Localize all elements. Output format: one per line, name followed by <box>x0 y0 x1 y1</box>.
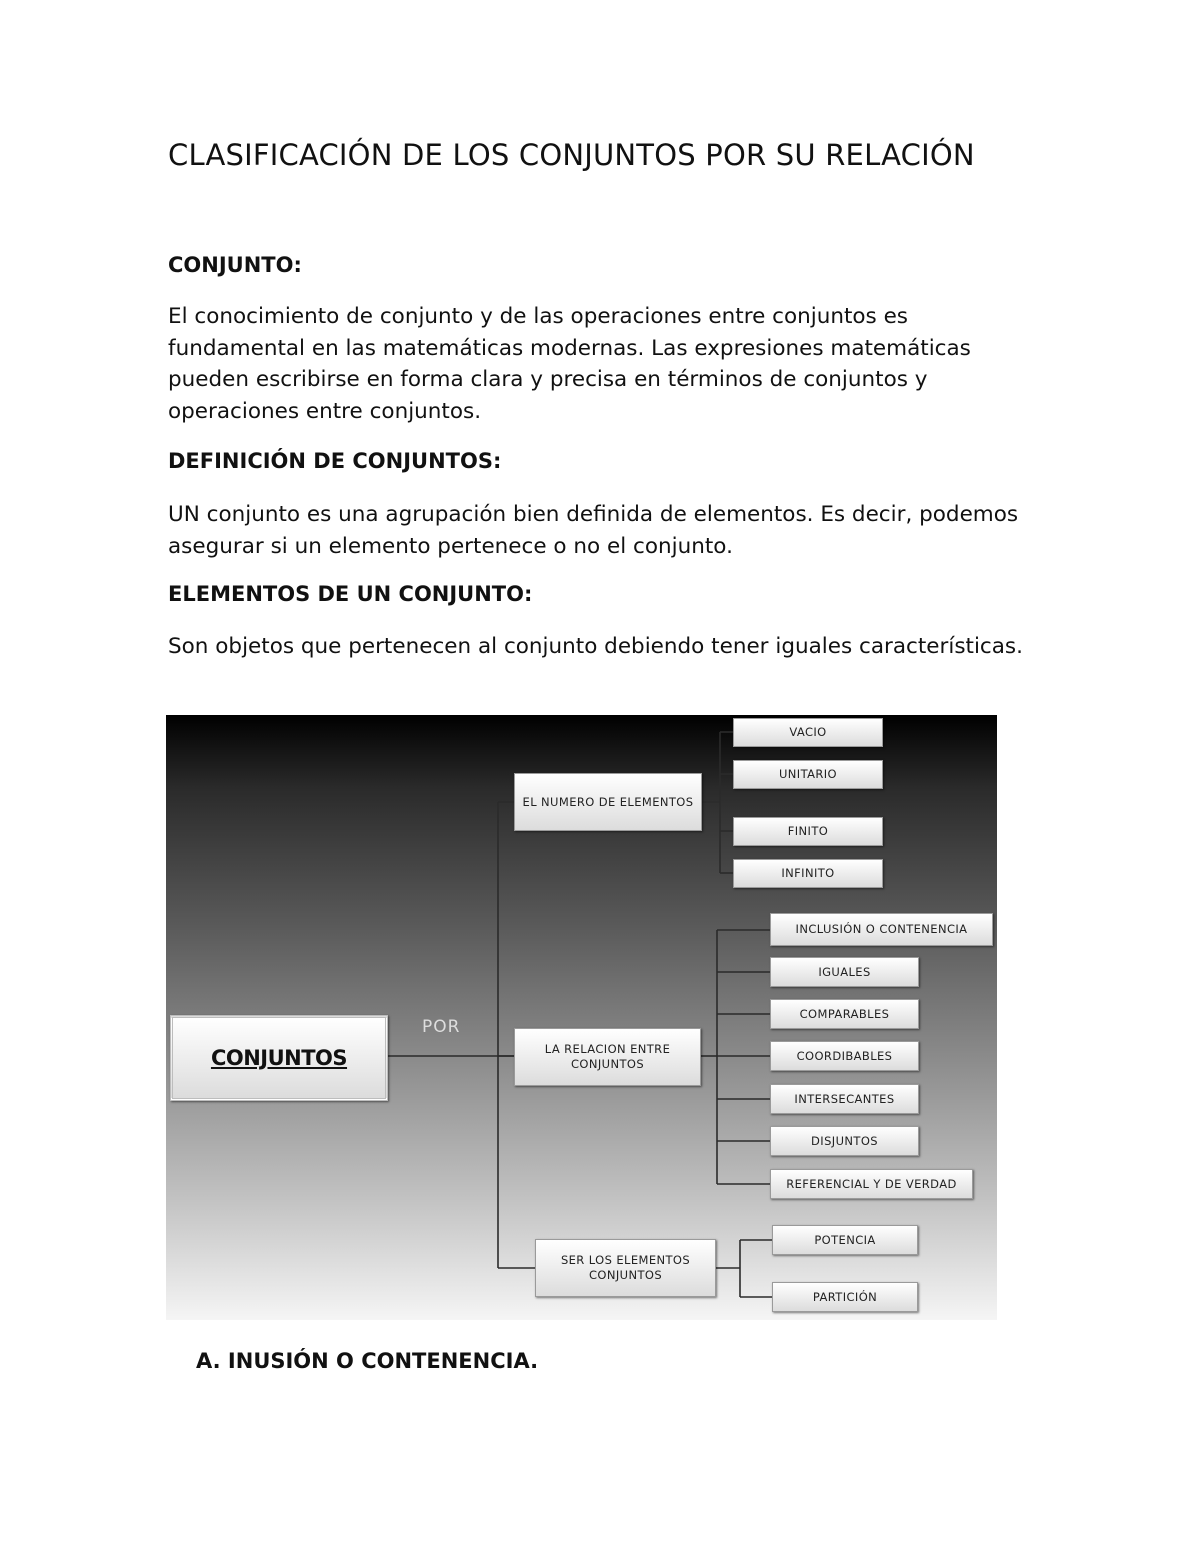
leaf-inclusion: INCLUSIÓN O CONTENENCIA <box>770 913 993 946</box>
leaf-referencial: REFERENCIAL Y DE VERDAD <box>770 1169 973 1199</box>
heading-elementos: ELEMENTOS DE UN CONJUNTO: <box>168 582 533 606</box>
leaf-particion: PARTICIÓN <box>772 1282 918 1312</box>
leaf-intersecantes: INTERSECANTES <box>770 1084 919 1114</box>
leaf-infinito: INFINITO <box>733 859 883 888</box>
paragraph-elementos: Son objetos que pertenecen al conjunto debiendo tener iguales características. <box>168 634 1023 659</box>
leaf-unitario: UNITARIO <box>733 760 883 789</box>
leaf-potencia: POTENCIA <box>772 1225 918 1255</box>
connector-label: POR <box>422 1017 461 1037</box>
paragraph-definicion: UN conjunto es una agrupación bien definida de elementos. Es decir, podemos asegurar si un elemento pertenece o no el conjunto. <box>168 502 1019 559</box>
branch-numero-elementos: EL NUMERO DE ELEMENTOS <box>514 773 702 831</box>
heading-definicion: DEFINICIÓN DE CONJUNTOS: <box>168 449 502 473</box>
paragraph-conjunto: El conocimiento de conjunto y de las operaciones entre conjuntos es fundamental en las matemáticas modernas. Las expresiones matemáticas pueden escribirse en forma clara y precisa en términos de conjuntos y operaciones entre conjuntos. <box>168 304 971 424</box>
leaf-vacio: VACIO <box>733 718 883 747</box>
leaf-coordibables: COORDIBABLES <box>770 1041 919 1071</box>
leaf-disjuntos: DISJUNTOS <box>770 1126 919 1156</box>
leaf-iguales: IGUALES <box>770 957 919 987</box>
classification-diagram <box>166 715 997 1320</box>
heading-conjunto: CONJUNTO: <box>168 253 302 277</box>
leaf-comparables: COMPARABLES <box>770 999 919 1029</box>
leaf-finito: FINITO <box>733 817 883 846</box>
page-title: CLASIFICACIÓN DE LOS CONJUNTOS POR SU RELACIÓN <box>168 138 975 172</box>
branch-elementos-conjuntos: SER LOS ELEMENTOS CONJUNTOS <box>535 1239 716 1297</box>
branch-relacion-conjuntos: LA RELACION ENTRE CONJUNTOS <box>514 1028 701 1086</box>
section-a-heading: A. INUSIÓN O CONTENENCIA. <box>196 1349 539 1373</box>
root-node: CONJUNTOS <box>170 1015 388 1101</box>
